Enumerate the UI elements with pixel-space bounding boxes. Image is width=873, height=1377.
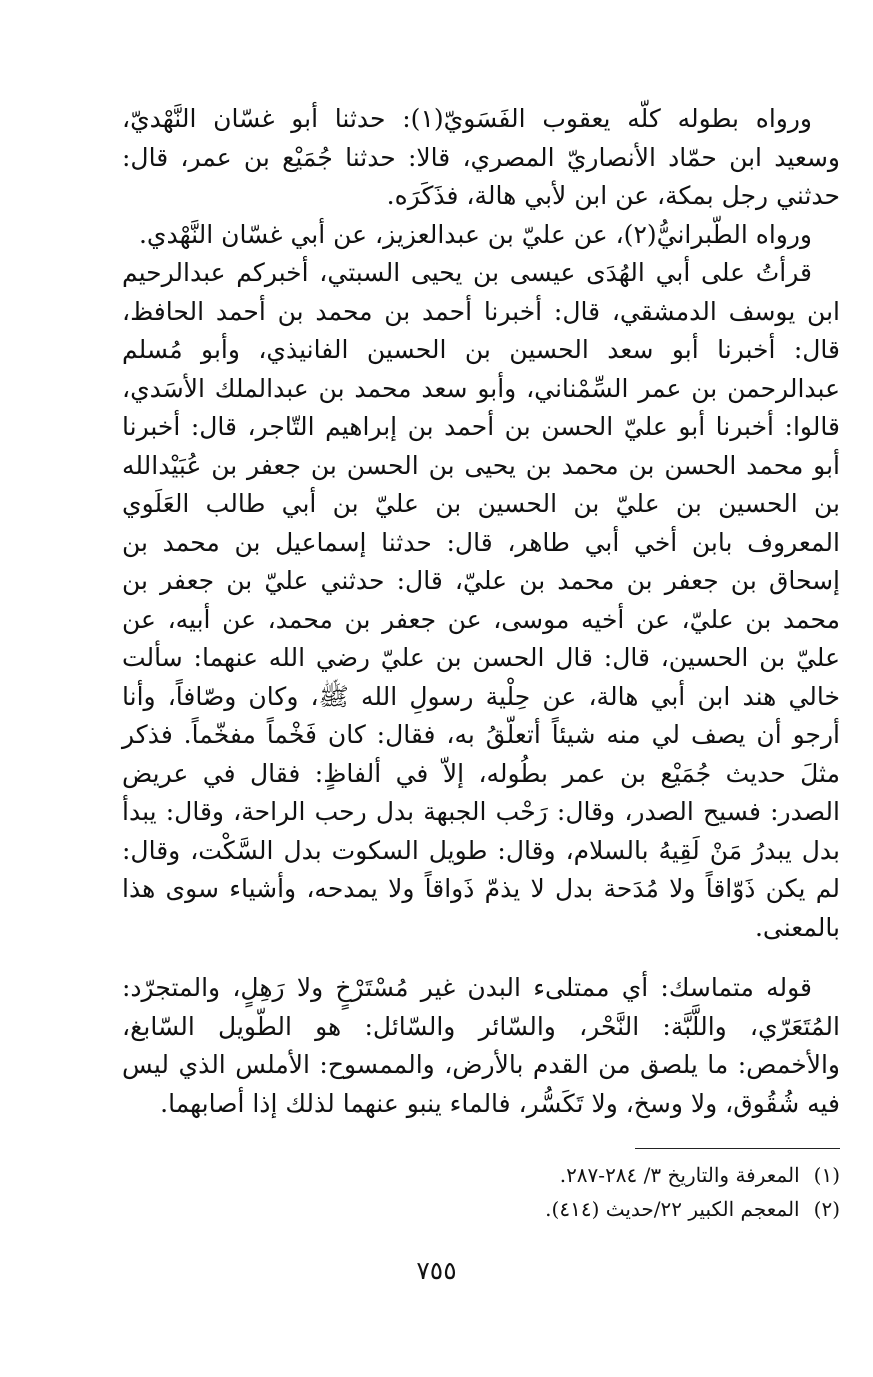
paragraph-4: قوله متماسك: أي ممتلىء البدن غير مُسْتَرْخٍ ولا رَهِلٍ، والمتجرّد: المُتَعَرّي، واللَّبَّة: النَّحْر، والسّائر والسّائل: هو الطّويل السّابغ، والأخمص: ما يلصق من القدم بالأرض، والممسوح: الأملس الذي ليس فيه شُقُوق، ولا وسخ، ولا تَكَسُّر، فالماء ينبو عنهما لذلك إذا أصابهما.	[122, 973, 840, 1118]
footnote-2	[240, 1192, 840, 1226]
paragraph-2: ورواه الطّبرانيُّ(٢)، عن عليّ بن عبدالعزيز، عن أبي غسّان النَّهْدي.	[138, 219, 812, 249]
main-text	[122, 100, 840, 1123]
paragraph-1: ورواه بطوله كلّه يعقوب الفَسَويّ(١): حدثنا أبو غسّان النَّهْديّ، وسعيد ابن حمّاد الأنصاريّ المصري، قالا: حدثنا جُمَيْع بن عمر، قال: حدثني رجل بمكة، عن ابن لأبي هالة، فذَكَرَه.	[122, 104, 840, 210]
paragraph-3: قرأتُ على أبي الهُدَى عيسى بن يحيى السبتي، أخبركم عبدالرحيم ابن يوسف الدمشقي، قال: أخبرنا أحمد بن محمد بن أحمد الحافظ، قال: أخبرنا أبو سعد الحسين بن الحسين الفانيذي، وأبو مُسلم عبدالرحمن بن عمر السِّمْناني، وأبو سعد محمد بن عبدالملك الأسَدي، قالوا: أخبرنا أبو عليّ الحسن بن أحمد بن إبراهيم التّاجر، قال: أخبرنا أبو محمد الحسن بن محمد بن يحيى بن الحسن بن جعفر بن عُبَيْدالله بن الحسين بن عليّ بن الحسين بن عليّ بن أبي طالب العَلَوي المعروف بابن أخي أبي طاهر، قال: حدثنا إسماعيل بن محمد بن إسحاق بن جعفر بن محمد بن عليّ، قال: حدثني عليّ بن جعفر بن محمد بن عليّ، عن أخيه موسى، عن جعفر بن محمد، عن أبيه، عن عليّ بن الحسين، قال: قال الحسن بن عليّ رضي الله عنهما: سألت خالي هند ابن أبي هالة، عن حِلْية رسولِ الله ﷺ، وكان وصّافاً، وأنا أرجو أن يصف لي منه شيئاً أتعلّقُ به، فقال: كان فَخْماً مفخّماً. فذكر مثلَ حديث جُمَيْع بن عمر بطُوله، إلاّ في ألفاظٍ: فقال في عريض الصدر: فسيح الصدر، وقال: رَحْب الجبهة بدل رحب الراحة، وقال: يبدأ بدل يبدرُ مَنْ لَقِيهُ بالسلام، وقال: طويل السكوت بدل السَّكْت، وقال: لم يكن ذَوّاقاً ولا مُدَحة بدل لا يذمّ ذَواقاً ولا يمدحه، وأشياء سوى هذا بالمعنى.	[122, 258, 840, 942]
footnote-1-text: المعرفة والتاريخ ٣/ ٢٨٤-٢٨٧.	[559, 1163, 800, 1187]
footnote-2-text: المعجم الكبير ٢٢/حديث (٤١٤).	[545, 1197, 800, 1221]
footnotes	[240, 1158, 840, 1226]
footnote-2-number: (٢)	[813, 1197, 840, 1221]
page-number: ٧٥٥	[416, 1256, 457, 1285]
footnote-1-number: (١)	[813, 1163, 840, 1187]
footnote-divider	[635, 1148, 840, 1149]
footnote-1	[240, 1158, 840, 1192]
